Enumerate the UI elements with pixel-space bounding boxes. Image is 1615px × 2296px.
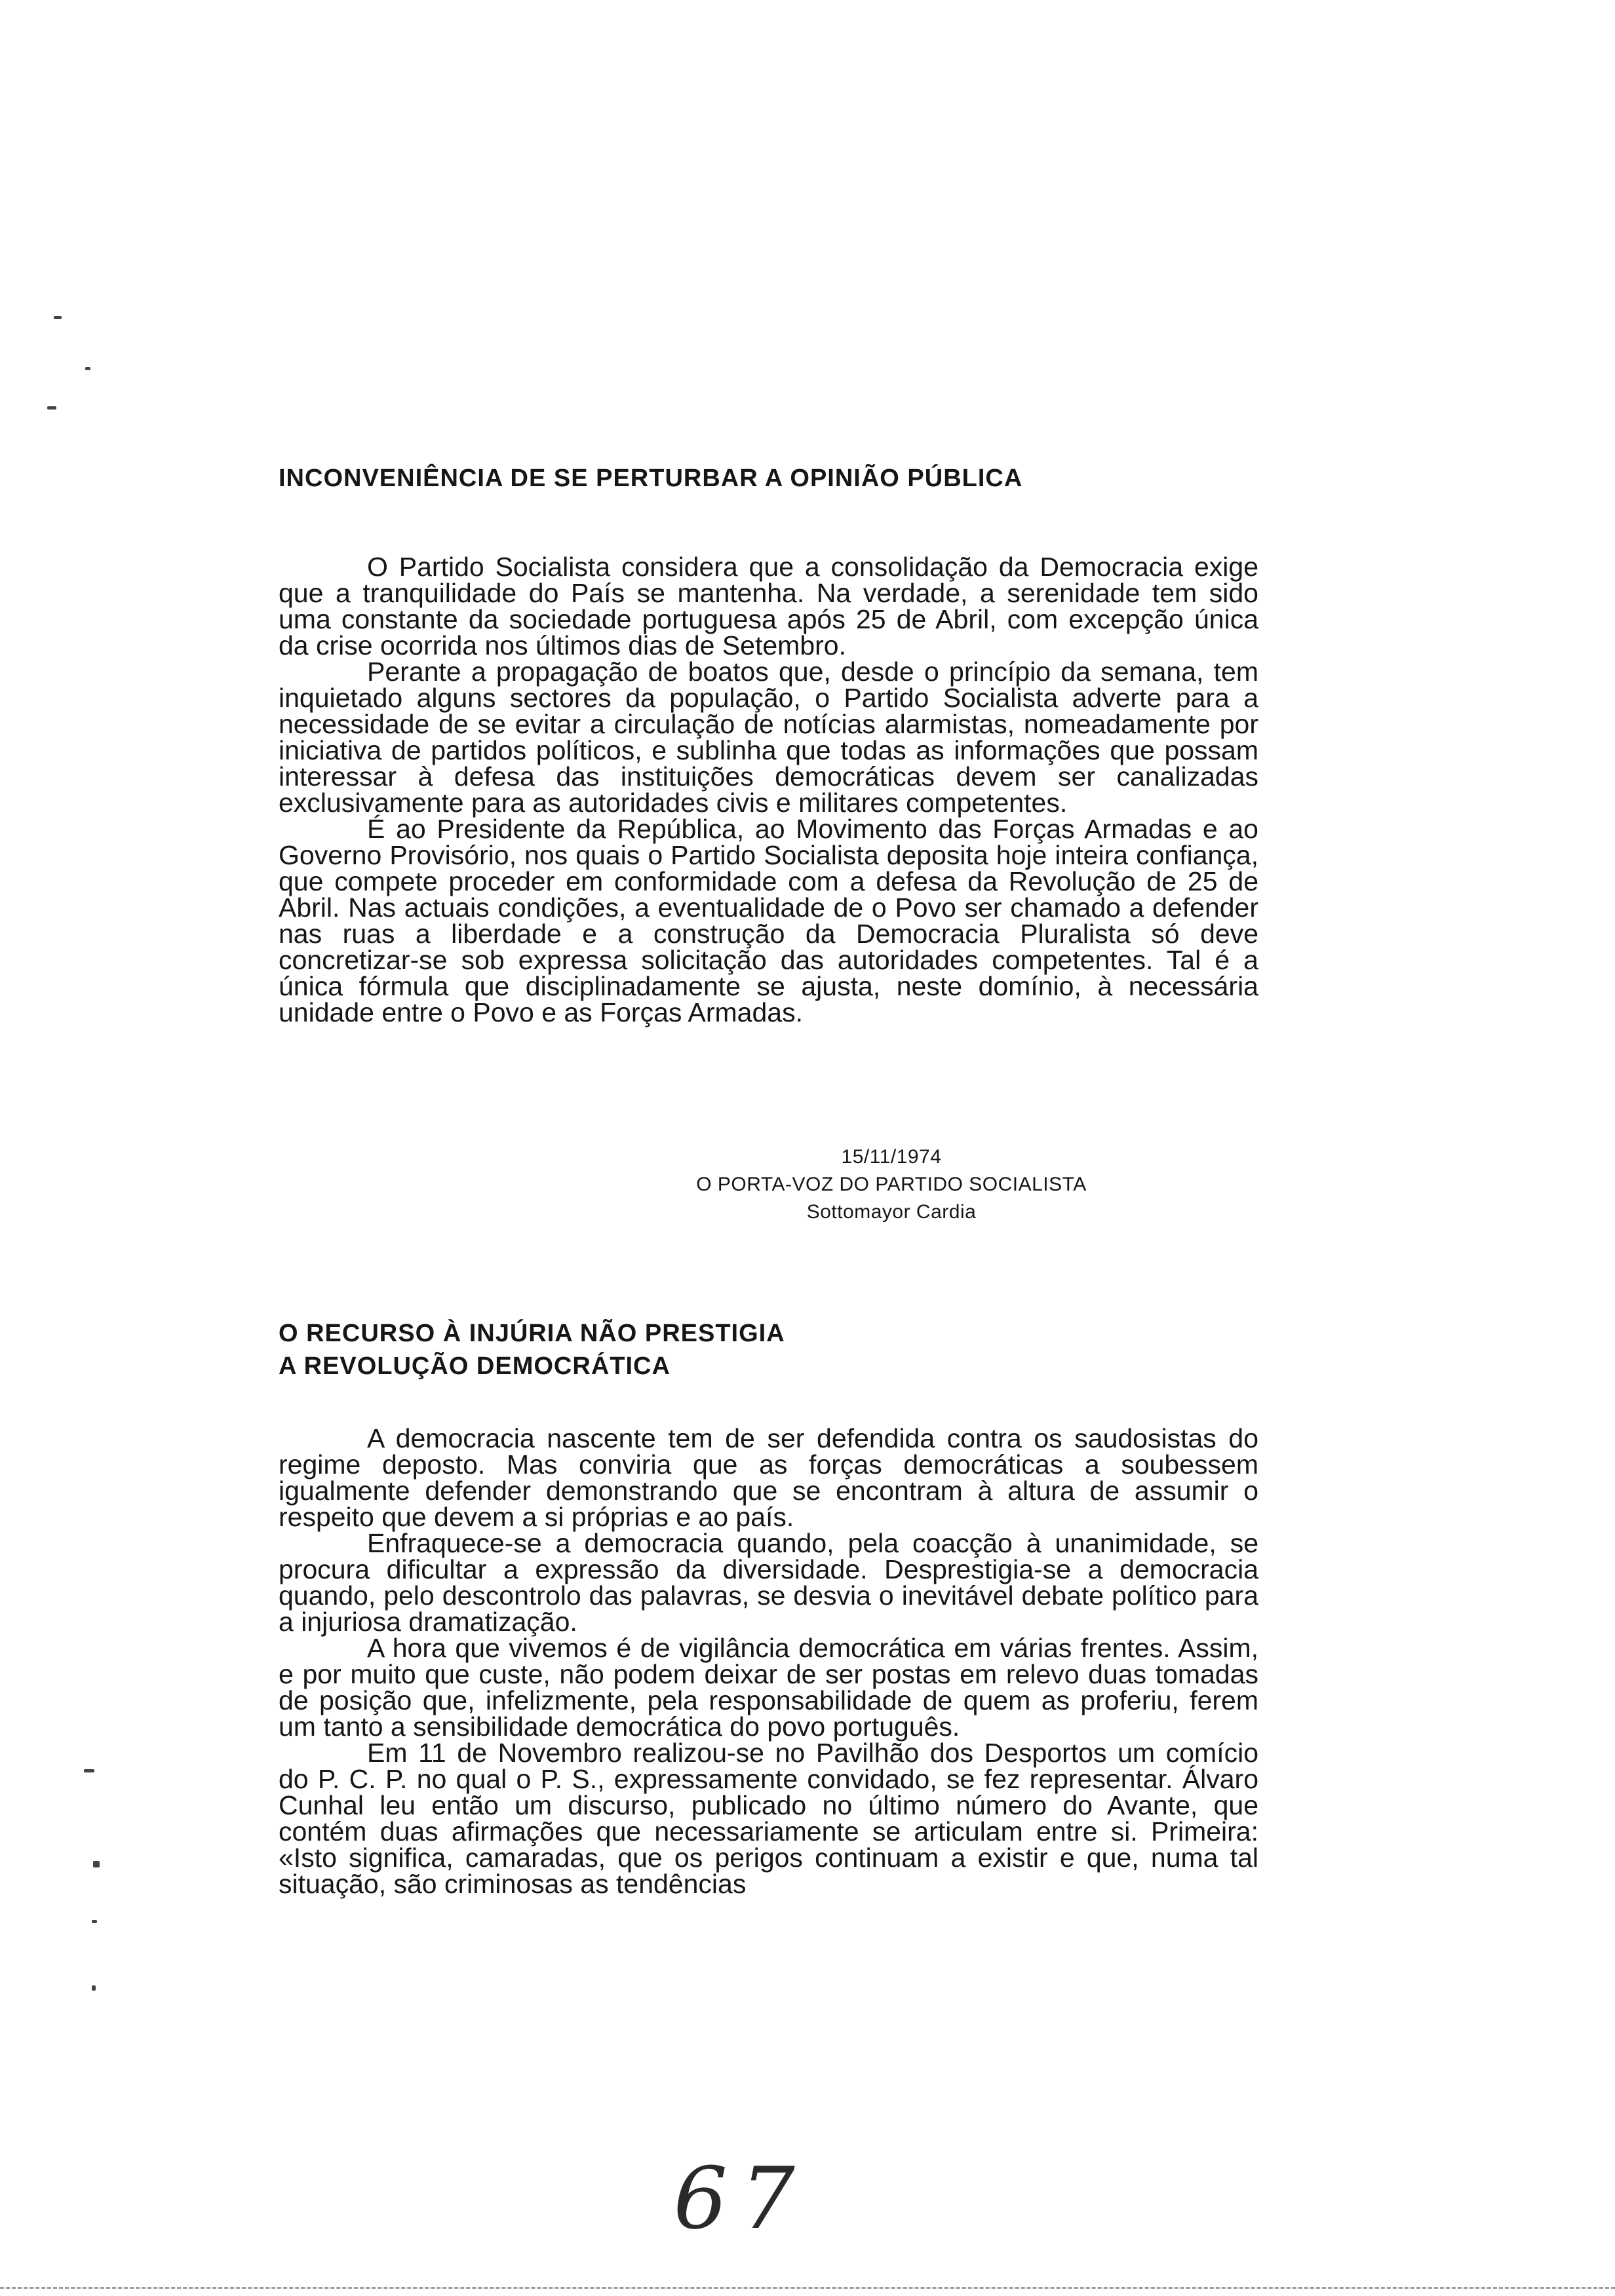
section-2-body [279,1425,1258,1897]
margin-speck [54,316,62,319]
handwritten-page-number: 67 [673,2149,808,2248]
section-1-paragraph-2: Perante a propagação de boatos que, desde o princípio da semana, tem inquietado alguns sectores da população, o Partido Socialista adverte para a necessidade de se evitar a circulação de notícias alarmistas, nomeadamente por iniciativa de partidos políticos, e sublinha que todas as informações que possam interessar à defesa das instituições democráticas devem ser canalizadas exclusivamente para as autoridades civis e militares competentes. [279,657,1258,818]
section-1-body [279,554,1258,1025]
margin-speck [93,1861,100,1867]
section-1-title: INCONVENIÊNCIA DE SE PERTURBAR A OPINIÃO PÚBLICA [279,465,1023,492]
signature-role: O PORTA-VOZ DO PARTIDO SOCIALISTA [696,1174,1087,1195]
section-1-paragraph-1: O Partido Socialista considera que a consolidação da Democracia exige que a tranquilidade do País se mantenha. Na verdade, a serenidade tem sido uma constante da sociedade portuguesa após 25 de Abril, com excepção única da crise ocorrida nos últimos dias de Setembro. [279,552,1258,660]
signature-name: Sottomayor Cardia [806,1201,977,1223]
scan-edge-rule [0,2287,1615,2291]
section-1-paragraph-3: É ao Presidente da República, ao Movimento das Forças Armadas e ao Governo Provisório, nos quais o Partido Socialista deposita hoje inteira confiança, que compete proceder em conformidade com a defesa da Revolução de 25 de Abril. Nas actuais condições, a eventualidade de o Povo ser chamado a defender nas ruas a liberdade e a construção da Democracia Pluralista só deve concretizar-se sob expressa solicitação das autoridades competentes. Tal é a única fórmula que disciplinadamente se ajusta, neste domínio, à necessária unidade entre o Povo e as Forças Armadas. [279,814,1258,1027]
section-2-title-line-1: O RECURSO À INJÚRIA NÃO PRESTIGIA [279,1320,785,1347]
section-2-paragraph-3: A hora que vivemos é de vigilância democrática em várias frentes. Assim, e por muito que custe, não podem deixar de ser postas em relevo duas tomadas de posição que, infelizmente, pela responsabilidade de quem as proferiu, ferem um tanto a sensibilidade democrática do povo português. [279,1633,1258,1742]
margin-speck [85,367,90,370]
section-2-title-line-2: A REVOLUÇÃO DEMOCRÁTICA [279,1352,671,1380]
margin-speck [92,1920,97,1923]
section-2 [279,1317,1258,1383]
section-1 [279,462,1258,495]
margin-speck [84,1769,94,1772]
margin-speck [92,1985,96,1991]
section-2-paragraph-2: Enfraquece-se a democracia quando, pela coacção à unanimidade, se procura dificultar a expressão da diversidade. Desprestigia-se a democracia quando, pelo descontrolo das palavras, se desvia o inevitável debate político para a injuriosa dramatização. [279,1528,1258,1637]
section-2-paragraph-4: Em 11 de Novembro realizou-se no Pavilhão dos Desportos um comício do P. C. P. no qual o P. S., expressamente convidado, se fez representar. Álvaro Cunhal leu então um discurso, publicado no último número do Avante, que contém duas afirmações que necessariamente se articulam entre si. Primeira: «Isto significa, camaradas, que os perigos continuam a existir e que, numa tal situação, são criminosas as tendências [279,1738,1258,1899]
signature-block [564,1143,1219,1226]
signature-date: 15/11/1974 [841,1146,942,1168]
margin-speck [47,406,56,410]
section-2-paragraph-1: A democracia nascente tem de ser defendida contra os saudosistas do regime deposto. Mas conviria que as forças democráticas a soubessem igualmente defender demonstrando que se encontram à altura de assumir o respeito que devem a si próprias e ao país. [279,1423,1258,1532]
